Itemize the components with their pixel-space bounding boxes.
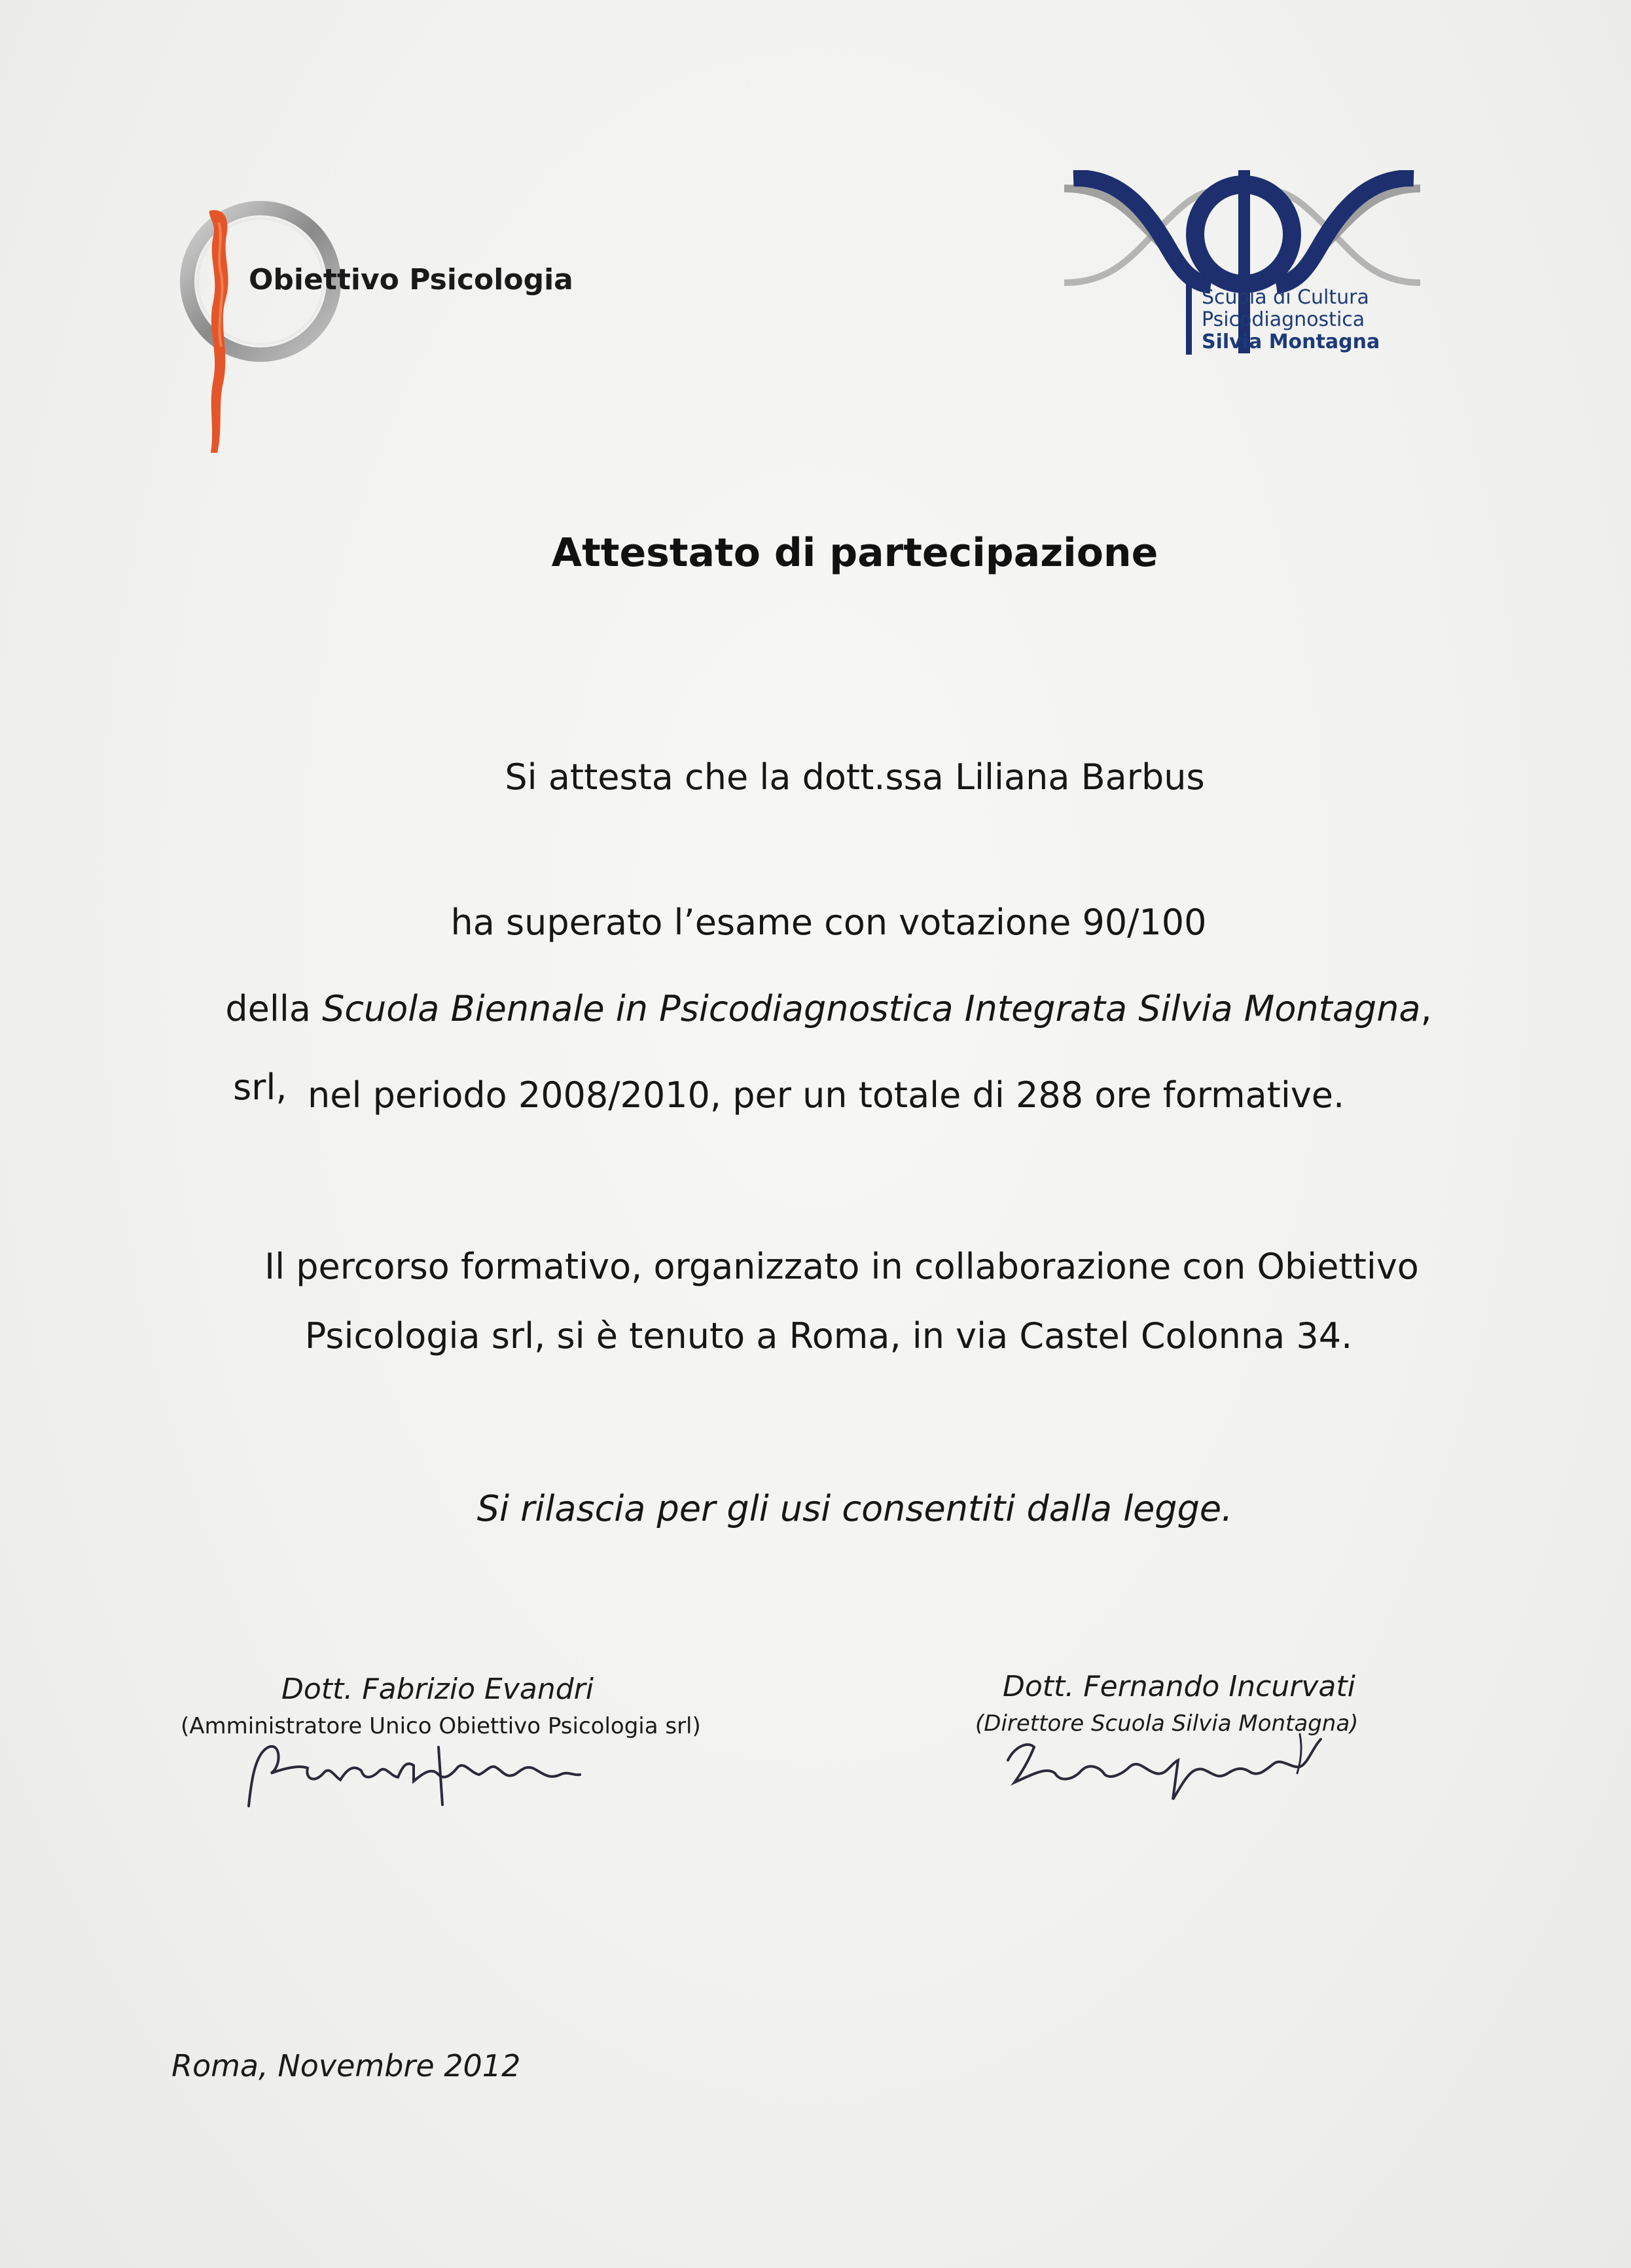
logo-line-1: Scuola di Cultura xyxy=(1202,286,1369,309)
school-line xyxy=(13,988,1631,1029)
certificate-title: Attestato di partecipazione xyxy=(551,530,1158,576)
left-signatory-name: Dott. Fabrizio Evandri xyxy=(281,1673,594,1706)
obiettivo-psicologia-logo-text: Obiettivo Psicologia xyxy=(249,263,573,296)
school-line-prefix: della xyxy=(225,988,323,1029)
right-handwritten-signature xyxy=(995,1721,1361,1806)
school-name: Scuola Biennale in Psicodiagnostica Integrata Silvia Montagna xyxy=(322,988,1421,1029)
left-signatory-role: (Amministratore Unico Obiettivo Psicologia srl) xyxy=(181,1713,701,1739)
attestation-line: Si attesta che la dott.ssa Liliana Barbus xyxy=(505,756,1205,798)
obiettivo-psicologia-logo xyxy=(170,196,576,471)
logo-line-3: Silvia Montagna xyxy=(1202,330,1380,353)
legal-use-line: Si rilascia per gli usi consentiti dalla legge. xyxy=(476,1488,1233,1529)
srl-label: srl, xyxy=(233,1067,287,1108)
right-signatory-name: Dott. Fernando Incurvati xyxy=(1003,1670,1355,1703)
course-line-1: Il percorso formativo, organizzato in collaborazione con Obiettivo xyxy=(264,1246,1419,1287)
exam-result-line: ha superato l’esame con votazione 90/100 xyxy=(450,902,1207,943)
right-signatory-role: (Direttore Scuola Silvia Montagna) xyxy=(975,1710,1359,1737)
place-and-date: Roma, Novembre 2012 xyxy=(171,2048,521,2083)
logo-divider-bar xyxy=(1186,275,1192,355)
left-handwritten-signature xyxy=(242,1728,648,1819)
period-line: nel periodo 2008/2010, per un totale di 288 ore formative. xyxy=(308,1074,1345,1116)
school-line-suffix: , xyxy=(1420,988,1432,1029)
logo-line-2: Psicodiagnostica xyxy=(1202,308,1365,331)
course-line-2: Psicologia srl, si è tenuto a Roma, in via Castel Colonna 34. xyxy=(304,1315,1353,1356)
scuola-logo-text xyxy=(1202,287,1380,353)
